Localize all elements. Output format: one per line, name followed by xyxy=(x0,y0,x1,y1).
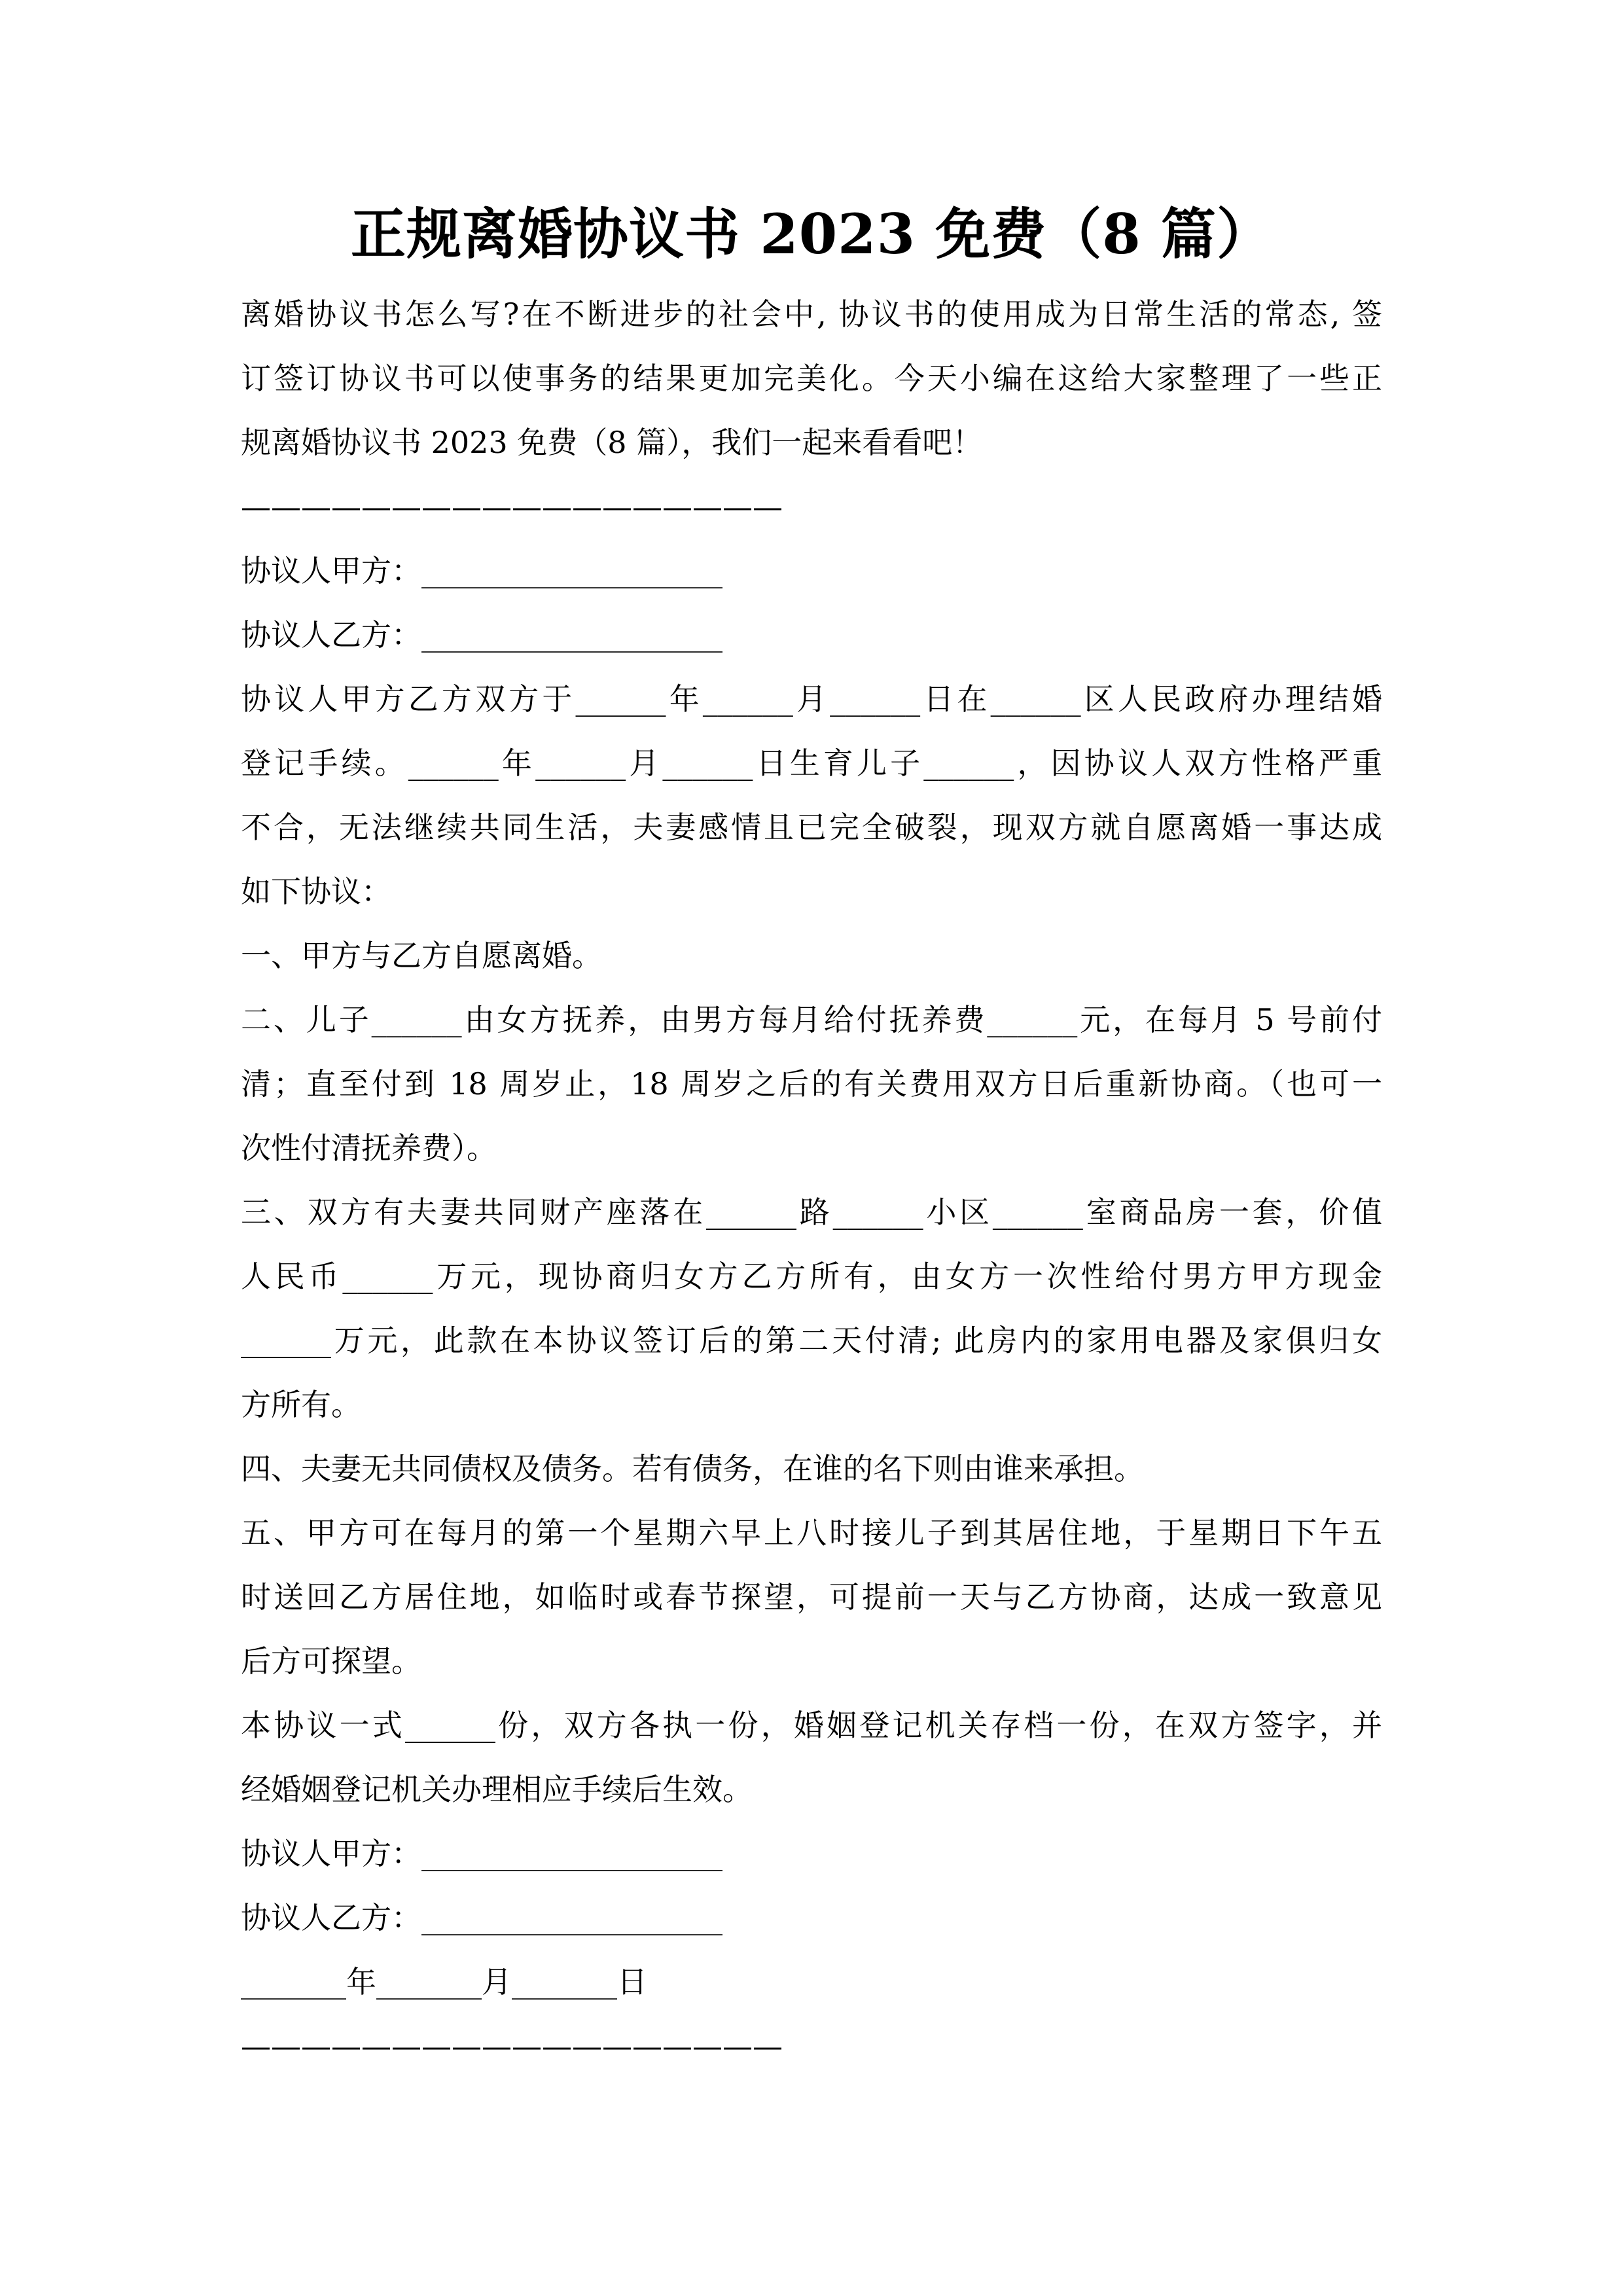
item-3-line-1: 三、双方有夫妻共同财产座落在______路______小区______室商品房一套，价值 xyxy=(241,1194,1382,1230)
item-2-line-2: 清；直至付到 18 周岁止，18 周岁之后的有关费用双方日后重新协商。（也可一 xyxy=(241,1066,1382,1102)
document-title: 正规离婚协议书 2023 免费（8 篇） xyxy=(351,202,1272,266)
item-3-line-3: ______万元，此款在本协议签订后的第二天付清; 此房内的家用电器及家俱归女 xyxy=(241,1323,1382,1358)
body-line-2: 登记手续。______年______月______日生育儿子______，因协议人双方性格严重 xyxy=(241,745,1382,781)
closing-line-1: 本协议一式______份，双方各执一份，婚姻登记机关存档一份，在双方签字，并 xyxy=(241,1708,1382,1743)
date-line: _______年_______月_______日 xyxy=(241,1964,647,2000)
item-3-line-2: 人民币______万元，现协商归女方乙方所有，由女方一次性给付男方甲方现金 xyxy=(241,1259,1382,1294)
closing-line-2: 经婚姻登记机关办理相应手续后生效。 xyxy=(241,1772,753,1807)
body-line-4: 如下协议： xyxy=(241,874,391,909)
item-3-line-4: 方所有。 xyxy=(241,1387,361,1422)
item-5-line-3: 后方可探望。 xyxy=(241,1643,421,1679)
item-2-line-1: 二、儿子______由女方抚养，由男方每月给付抚养费______元，在每月 5 号前付 xyxy=(241,1002,1382,1037)
party-b-blank-top: 协议人乙方：____________________ xyxy=(241,617,722,653)
document-body xyxy=(241,282,1382,2078)
party-b-signature: 协议人乙方：____________________ xyxy=(241,1900,722,1935)
item-4: 四、夫妻无共同债权及债务。若有债务，在谁的名下则由谁来承担。 xyxy=(241,1451,1144,1486)
intro-line-2: 订签订协议书可以使事务的结果更加完美化。今天小编在这给大家整理了一些正 xyxy=(241,361,1382,396)
party-a-signature: 协议人甲方：____________________ xyxy=(241,1836,722,1871)
separator-top: —————————————————— xyxy=(241,489,783,524)
body-line-1: 协议人甲方乙方双方于______年______月______日在______区人民政府办理结婚 xyxy=(241,681,1383,717)
item-5-line-2: 时送回乙方居住地，如临时或春节探望，可提前一天与乙方协商，达成一致意见 xyxy=(241,1579,1382,1615)
item-2-line-3: 次性付清抚养费）。 xyxy=(241,1130,497,1166)
item-1: 一、甲方与乙方自愿离婚。 xyxy=(241,938,602,973)
body-line-3: 不合，无法继续共同生活，夫妻感情且已完全破裂，现双方就自愿离婚一事达成 xyxy=(241,810,1382,845)
intro-line-1: 离婚协议书怎么写?在不断进步的社会中, 协议书的使用成为日常生活的常态, 签 xyxy=(241,296,1382,332)
item-5-line-1: 五、甲方可在每月的第一个星期六早上八时接儿子到其居住地，于星期日下午五 xyxy=(241,1515,1382,1551)
party-a-blank-top: 协议人甲方：____________________ xyxy=(241,553,722,588)
separator-bottom: —————————————————— xyxy=(241,2028,783,2064)
intro-line-3: 规离婚协议书 2023 免费（8 篇），我们一起来看看吧！ xyxy=(241,425,983,460)
